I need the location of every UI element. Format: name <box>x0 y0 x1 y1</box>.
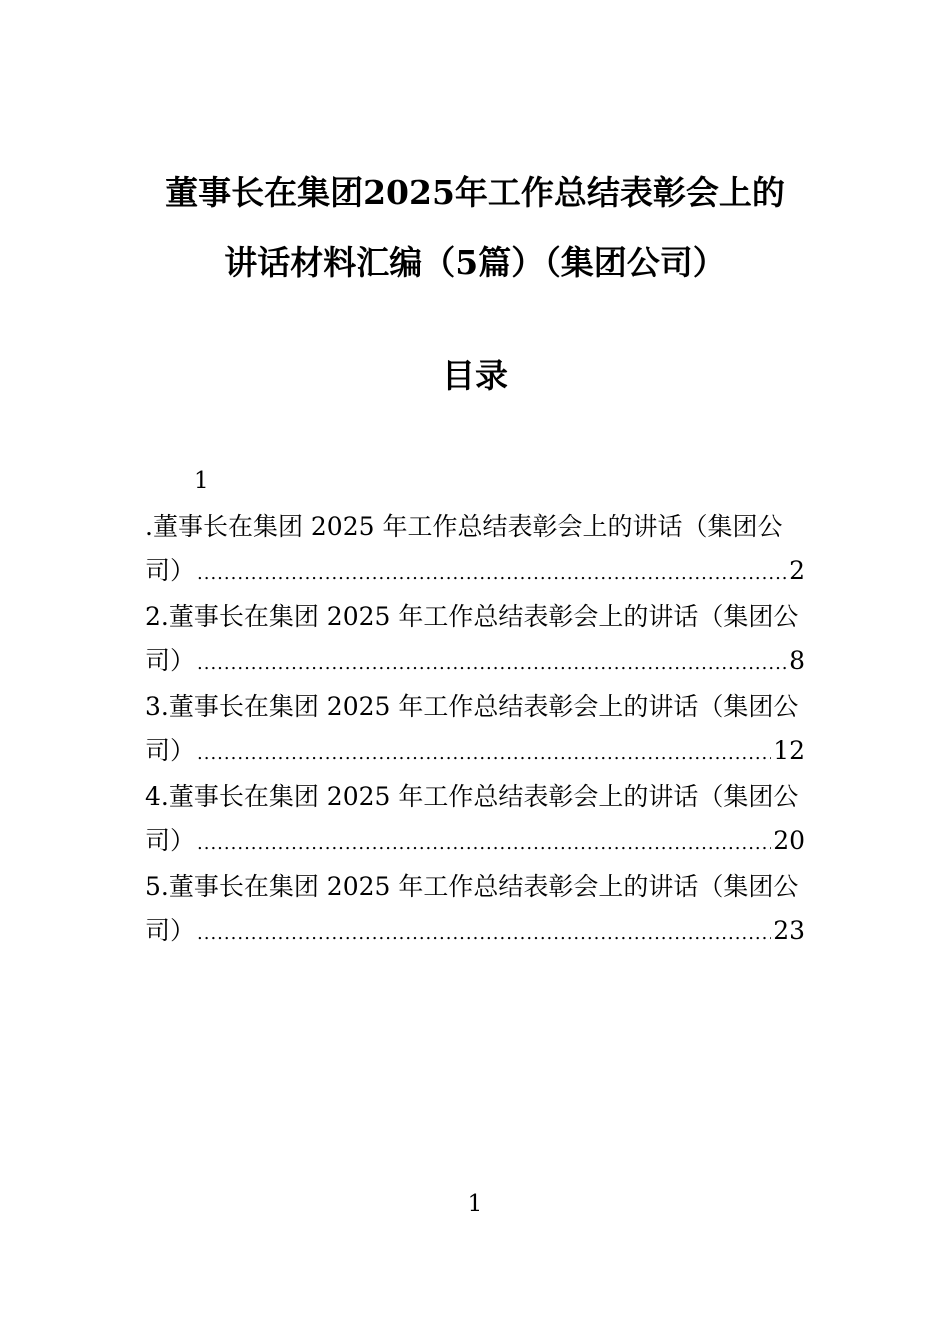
toc-entry-4[interactable] <box>145 777 805 867</box>
toc-entry-5[interactable] <box>145 867 805 957</box>
toc-entry-continuation <box>145 821 805 861</box>
toc-entry-3[interactable] <box>145 687 805 777</box>
dot-leader <box>197 824 771 864</box>
toc-entry-title: 2.董事长在集团 2025 年工作总结表彰会上的讲话（集团公 <box>145 602 799 631</box>
toc-first-number: 1 <box>194 468 209 494</box>
toc-entry-page: 2 <box>789 556 805 585</box>
toc-entry-continuation <box>145 551 805 591</box>
dot-leader <box>197 554 787 594</box>
toc-entry-continuation <box>145 641 805 681</box>
toc-entry-page: 12 <box>773 736 805 765</box>
toc-entry-page: 23 <box>773 916 805 945</box>
toc-entry-title: 5.董事长在集团 2025 年工作总结表彰会上的讲话（集团公 <box>145 872 799 901</box>
toc-entry-title: 4.董事长在集团 2025 年工作总结表彰会上的讲话（集团公 <box>145 782 799 811</box>
toc-entry-title-end: 司） <box>145 916 196 945</box>
toc-entry-title-end: 司） <box>145 556 196 585</box>
toc-entry-2[interactable] <box>145 597 805 687</box>
toc-entry-continuation <box>145 911 805 951</box>
toc-entry-title-end: 司） <box>145 736 196 765</box>
toc-entry-title: .董事长在集团 2025 年工作总结表彰会上的讲话（集团公 <box>145 512 783 541</box>
toc-entry-continuation <box>145 731 805 771</box>
toc-entry-title-end: 司） <box>145 826 196 855</box>
toc-entry-title: 3.董事长在集团 2025 年工作总结表彰会上的讲话（集团公 <box>145 692 799 721</box>
table-of-contents <box>145 507 805 957</box>
toc-entry-page: 20 <box>773 826 805 855</box>
document-title-line-2: 讲话材料汇编（5篇）（集团公司） <box>224 243 726 282</box>
dot-leader <box>197 734 771 774</box>
dot-leader <box>197 644 787 684</box>
page-number: 1 <box>467 1191 483 1217</box>
toc-heading: 目录 <box>442 356 508 395</box>
document-title-line-1: 董事长在集团2025年工作总结表彰会上的 <box>165 173 785 212</box>
toc-entry-title-end: 司） <box>145 646 196 675</box>
dot-leader <box>197 914 771 954</box>
toc-entry-page: 8 <box>789 646 805 675</box>
toc-entry-1[interactable] <box>145 507 805 597</box>
